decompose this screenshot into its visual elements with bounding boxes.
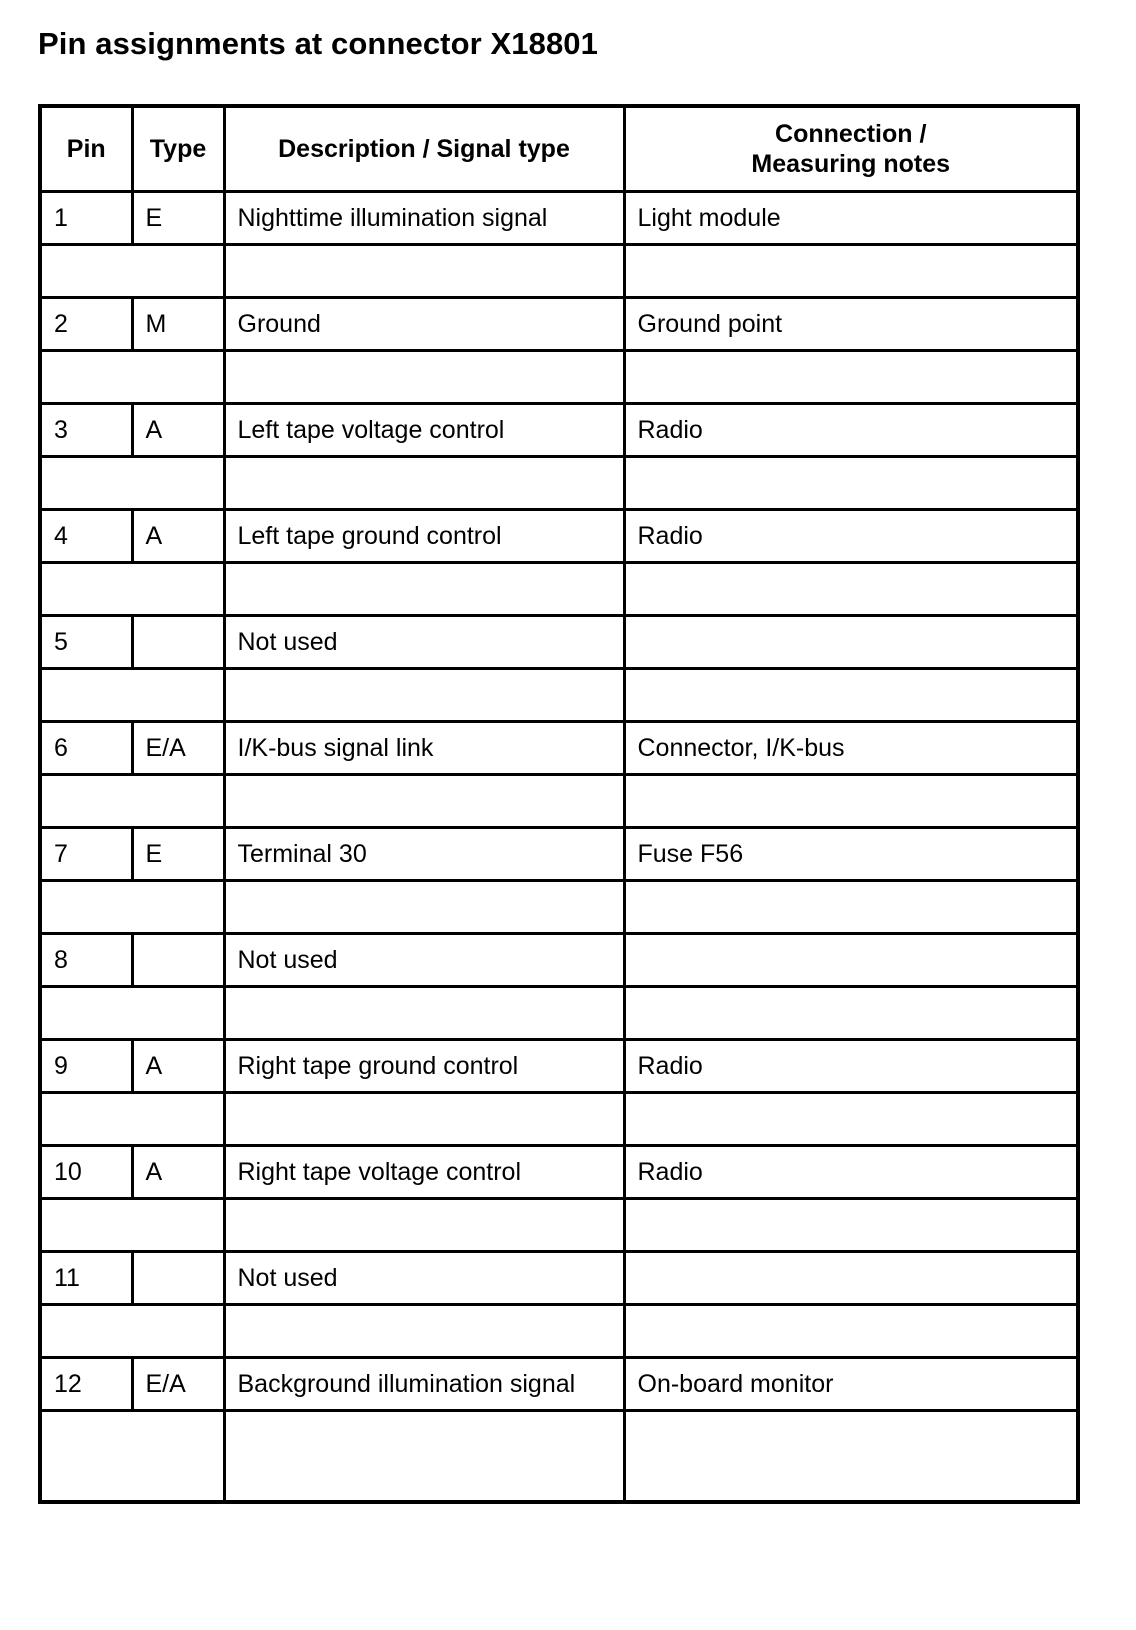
description-cell: Right tape ground control xyxy=(224,1040,624,1093)
connection-cell: Radio xyxy=(624,1040,1078,1093)
spacer-cell xyxy=(224,351,624,404)
spacer-cell xyxy=(40,1199,224,1252)
type-cell: E/A xyxy=(132,1358,224,1411)
table-row xyxy=(40,1040,1078,1093)
spacer-cell xyxy=(224,245,624,298)
pin-cell: 12 xyxy=(40,1358,132,1411)
type-cell: E/A xyxy=(132,722,224,775)
spacer-row xyxy=(40,987,1078,1040)
spacer-cell xyxy=(224,987,624,1040)
spacer-cell xyxy=(40,351,224,404)
spacer-cell xyxy=(624,563,1078,616)
connection-cell: Radio xyxy=(624,1146,1078,1199)
connection-cell: Fuse F56 xyxy=(624,828,1078,881)
spacer-row xyxy=(40,775,1078,828)
connection-cell: Radio xyxy=(624,404,1078,457)
spacer-cell xyxy=(40,563,224,616)
type-cell: E xyxy=(132,828,224,881)
header-pin: Pin xyxy=(40,106,132,192)
type-cell xyxy=(132,1252,224,1305)
type-cell xyxy=(132,934,224,987)
spacer-row xyxy=(40,1305,1078,1358)
table-row xyxy=(40,1146,1078,1199)
spacer-row xyxy=(40,351,1078,404)
spacer-row xyxy=(40,669,1078,722)
table-row xyxy=(40,616,1078,669)
pin-cell: 5 xyxy=(40,616,132,669)
header-description: Description / Signal type xyxy=(224,106,624,192)
pin-cell: 7 xyxy=(40,828,132,881)
page-title: Pin assignments at connector X18801 xyxy=(38,26,598,61)
spacer-cell xyxy=(40,987,224,1040)
spacer-cell xyxy=(224,669,624,722)
header-connection xyxy=(624,106,1078,192)
header-type: Type xyxy=(132,106,224,192)
spacer-cell xyxy=(224,457,624,510)
pin-cell: 9 xyxy=(40,1040,132,1093)
spacer-row xyxy=(40,1411,1078,1503)
table-row xyxy=(40,722,1078,775)
spacer-cell xyxy=(40,457,224,510)
connection-cell xyxy=(624,1252,1078,1305)
type-cell: A xyxy=(132,404,224,457)
spacer-cell xyxy=(224,1411,624,1503)
connection-cell xyxy=(624,616,1078,669)
type-cell: A xyxy=(132,510,224,563)
spacer-cell xyxy=(40,1305,224,1358)
table-body xyxy=(40,192,1078,1503)
pin-assignment-table xyxy=(38,104,1080,1504)
spacer-row xyxy=(40,881,1078,934)
description-cell: Right tape voltage control xyxy=(224,1146,624,1199)
spacer-cell xyxy=(40,1411,224,1503)
connection-cell xyxy=(624,934,1078,987)
header-connection-line2: Measuring notes xyxy=(751,150,951,178)
pin-cell: 1 xyxy=(40,192,132,245)
table-row xyxy=(40,1358,1078,1411)
table-row xyxy=(40,828,1078,881)
spacer-cell xyxy=(624,775,1078,828)
type-cell xyxy=(132,616,224,669)
spacer-cell xyxy=(624,245,1078,298)
description-cell: I/K-bus signal link xyxy=(224,722,624,775)
spacer-cell xyxy=(224,1305,624,1358)
pin-cell: 3 xyxy=(40,404,132,457)
spacer-row xyxy=(40,245,1078,298)
pin-cell: 11 xyxy=(40,1252,132,1305)
table-row xyxy=(40,934,1078,987)
pin-cell: 10 xyxy=(40,1146,132,1199)
spacer-cell xyxy=(224,563,624,616)
description-cell: Background illumination signal xyxy=(224,1358,624,1411)
spacer-cell xyxy=(624,457,1078,510)
spacer-cell xyxy=(40,1093,224,1146)
spacer-cell xyxy=(624,1093,1078,1146)
spacer-row xyxy=(40,563,1078,616)
spacer-row xyxy=(40,1199,1078,1252)
pin-cell: 8 xyxy=(40,934,132,987)
type-cell: E xyxy=(132,192,224,245)
description-cell: Not used xyxy=(224,934,624,987)
spacer-cell xyxy=(40,669,224,722)
description-cell: Terminal 30 xyxy=(224,828,624,881)
type-cell: A xyxy=(132,1146,224,1199)
spacer-row xyxy=(40,457,1078,510)
spacer-cell xyxy=(224,1093,624,1146)
description-cell: Left tape voltage control xyxy=(224,404,624,457)
pin-cell: 2 xyxy=(40,298,132,351)
spacer-cell xyxy=(40,245,224,298)
connection-cell: Light module xyxy=(624,192,1078,245)
spacer-cell xyxy=(224,1199,624,1252)
spacer-cell xyxy=(624,1411,1078,1503)
connection-cell: On-board monitor xyxy=(624,1358,1078,1411)
spacer-cell xyxy=(624,669,1078,722)
description-cell: Nighttime illumination signal xyxy=(224,192,624,245)
connection-cell: Ground point xyxy=(624,298,1078,351)
spacer-cell xyxy=(624,1305,1078,1358)
header-connection-line1: Connection / xyxy=(775,120,927,148)
spacer-cell xyxy=(624,1199,1078,1252)
spacer-cell xyxy=(40,775,224,828)
pin-cell: 4 xyxy=(40,510,132,563)
spacer-cell xyxy=(224,881,624,934)
spacer-cell xyxy=(624,881,1078,934)
connection-cell: Connector, I/K-bus xyxy=(624,722,1078,775)
spacer-cell xyxy=(624,987,1078,1040)
spacer-cell xyxy=(624,351,1078,404)
table-row xyxy=(40,298,1078,351)
connection-cell: Radio xyxy=(624,510,1078,563)
pin-cell: 6 xyxy=(40,722,132,775)
spacer-cell xyxy=(224,775,624,828)
table-row xyxy=(40,1252,1078,1305)
description-cell: Left tape ground control xyxy=(224,510,624,563)
table-row xyxy=(40,192,1078,245)
spacer-cell xyxy=(40,881,224,934)
type-cell: M xyxy=(132,298,224,351)
type-cell: A xyxy=(132,1040,224,1093)
table-header-row xyxy=(40,106,1078,192)
description-cell: Not used xyxy=(224,1252,624,1305)
spacer-row xyxy=(40,1093,1078,1146)
table-row xyxy=(40,404,1078,457)
description-cell: Not used xyxy=(224,616,624,669)
description-cell: Ground xyxy=(224,298,624,351)
table-row xyxy=(40,510,1078,563)
